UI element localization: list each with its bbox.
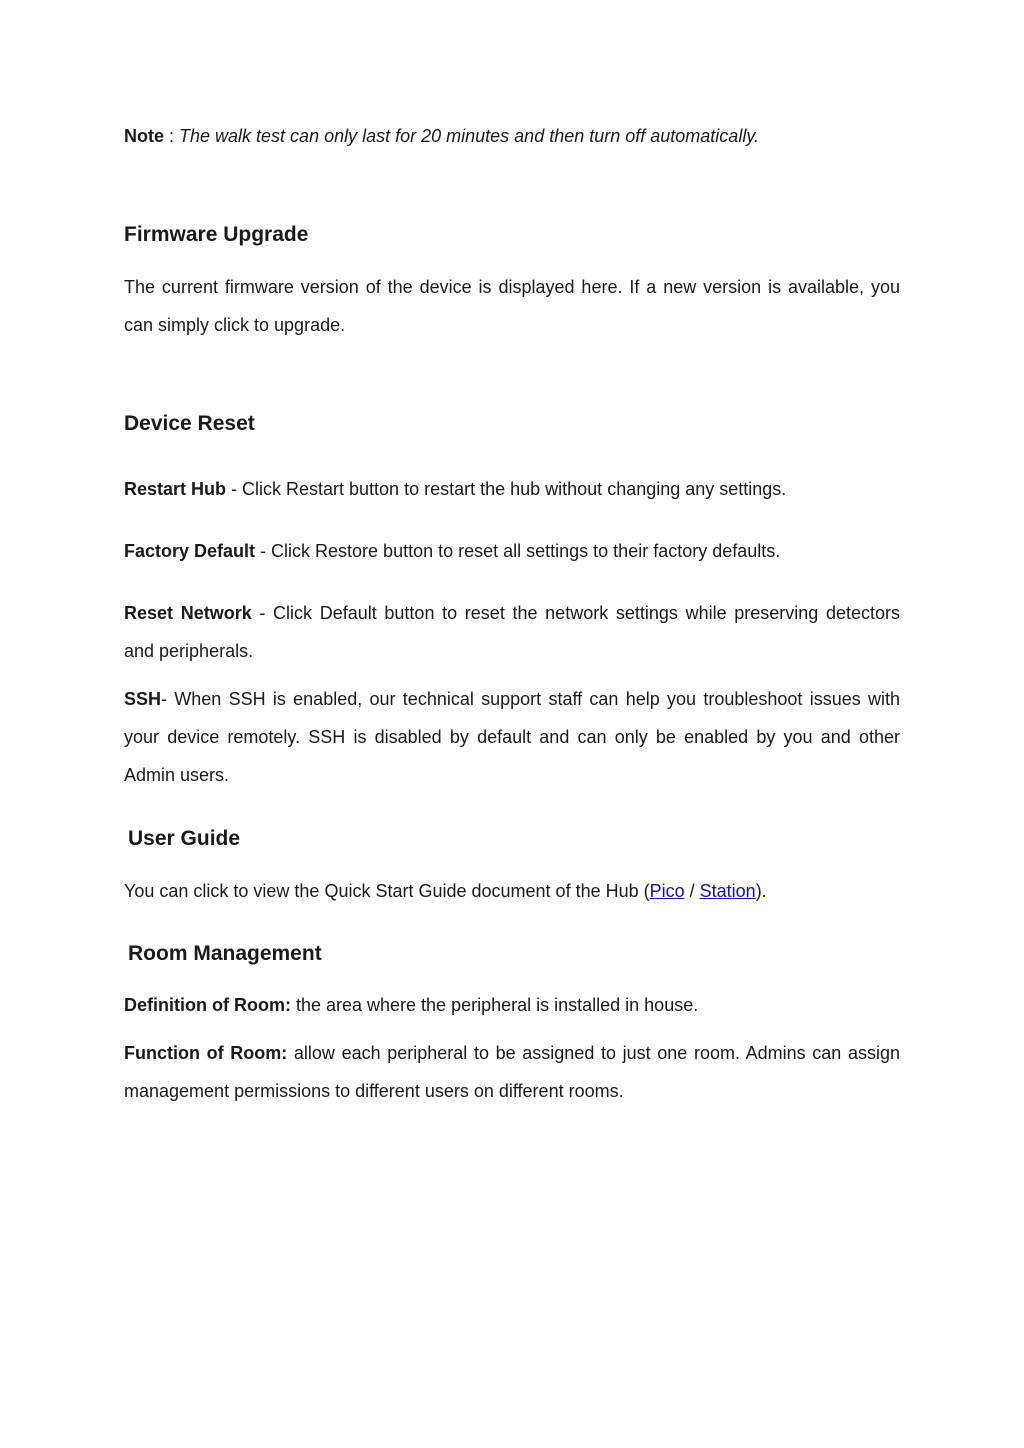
device-reset-heading: Device Reset: [124, 412, 255, 435]
firmware-heading: Firmware Upgrade: [124, 223, 309, 246]
factory-default-desc: - Click Restore button to reset all settings to their factory defaults.: [255, 541, 781, 561]
reset-network-term: Reset Network: [124, 603, 252, 623]
ssh-paragraph: [124, 680, 900, 794]
restart-hub-desc: - Click Restart button to restart the hub without changing any settings.: [226, 479, 787, 499]
restart-hub-paragraph: [124, 470, 900, 508]
note-label: Note: [124, 126, 164, 146]
pico-guide-link[interactable]: Pico: [649, 881, 685, 901]
reset-network-paragraph: [124, 594, 900, 670]
factory-default-paragraph: [124, 532, 900, 570]
reset-network-desc: - Click Default button to reset the network settings while preserving detectors and peripherals.: [124, 603, 900, 661]
restart-hub-term: Restart Hub: [124, 479, 227, 499]
ssh-term: SSH: [124, 689, 162, 709]
factory-default-term: Factory Default: [124, 541, 256, 561]
user-guide-heading: User Guide: [128, 827, 241, 850]
station-guide-link[interactable]: Station: [699, 881, 756, 901]
user-guide-text: You can click to view the Quick Start Guide document of the Hub (: [124, 881, 650, 901]
room-function-term: Function of Room:: [124, 1043, 288, 1063]
firmware-body: The current firmware version of the device is displayed here. If a new version is available, you can simply click to upgrade.: [124, 277, 900, 335]
room-definition-paragraph: [124, 986, 900, 1024]
note-separator: :: [164, 126, 180, 146]
note-paragraph: [124, 117, 900, 155]
note-text: The walk test can only last for 20 minutes and then turn off automatically.: [179, 126, 759, 146]
room-function-desc: allow each peripheral to be assigned to just one room. Admins can assign management permissions to different users on different rooms.: [124, 1043, 900, 1101]
room-management-heading: Room Management: [128, 942, 322, 965]
ssh-desc: - When SSH is enabled, our technical support staff can help you troubleshoot issues with your device remotely. SSH is disabled by default and can only be enabled by you and other Admin users.: [124, 689, 900, 785]
user-guide-text-end: ).: [755, 881, 767, 901]
room-function-paragraph: [124, 1034, 900, 1110]
room-definition-desc: the area where the peripheral is installed in house.: [290, 995, 699, 1015]
user-guide-paragraph: [124, 872, 900, 910]
link-separator: /: [684, 881, 700, 901]
room-definition-term: Definition of Room:: [124, 995, 291, 1015]
